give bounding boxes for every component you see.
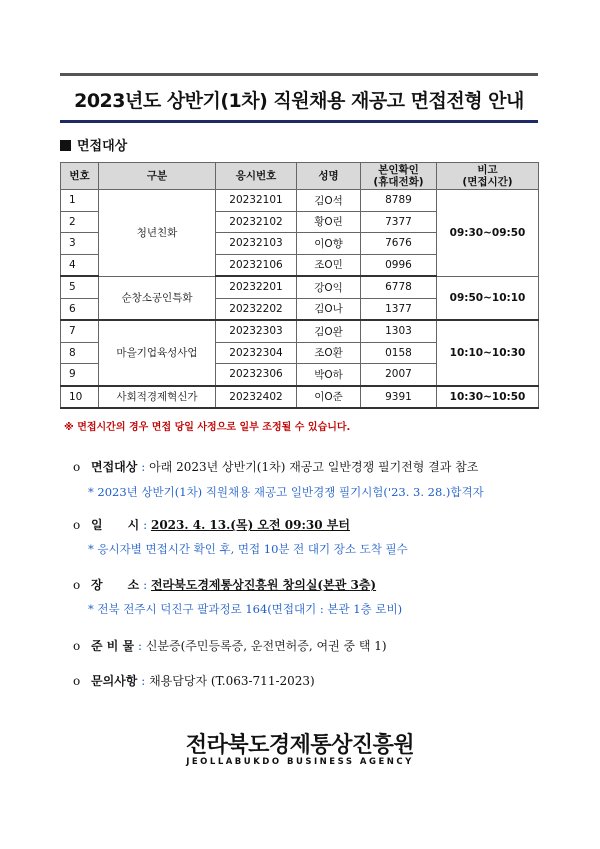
header-interview-time: 비고 (면접시간) [437, 163, 539, 190]
square-bullet-icon [60, 140, 71, 151]
cell-category: 사회적경제혁신가 [99, 386, 216, 409]
bullet-icon: o [73, 639, 81, 653]
table-row [61, 190, 539, 212]
bullet-icon: o [73, 674, 81, 688]
cell-no: 5 [61, 276, 99, 298]
cell-phone: 9391 [361, 386, 437, 409]
cell-phone: 1377 [361, 298, 437, 320]
cell-no: 1 [61, 190, 99, 212]
cell-no: 4 [61, 254, 99, 276]
cell-phone: 1303 [361, 320, 437, 342]
cell-applicant-number: 20232303 [216, 320, 297, 342]
cell-no: 9 [61, 364, 99, 386]
table-row [61, 276, 539, 298]
info-label: 면접대상 [91, 460, 138, 474]
info-target [73, 458, 478, 475]
cell-category: 마을기업육성사업 [99, 320, 216, 386]
cell-applicant-number: 20232106 [216, 254, 297, 276]
table-row [61, 320, 539, 342]
info-colon: : [141, 460, 146, 474]
cell-applicant-number: 20232201 [216, 276, 297, 298]
section-heading [60, 135, 127, 154]
cell-name: 강O익 [297, 276, 361, 298]
cell-applicant-number: 20232304 [216, 342, 297, 364]
header-applicant-number: 응시번호 [216, 163, 297, 190]
info-label: 일 시 [91, 518, 140, 532]
cell-no: 7 [61, 320, 99, 342]
cell-applicant-number: 20232101 [216, 190, 297, 212]
cell-applicant-number: 20232306 [216, 364, 297, 386]
info-value: 전라북도경제통상진흥원 창의실(본관 3층) [150, 578, 377, 592]
cell-name: 김O나 [297, 298, 361, 320]
bullet-icon: o [73, 518, 81, 532]
cell-phone: 7377 [361, 211, 437, 233]
cell-name: 김O석 [297, 190, 361, 212]
cell-time: 09:30~09:50 [437, 190, 539, 277]
cell-applicant-number: 20232202 [216, 298, 297, 320]
header-category: 구분 [99, 163, 216, 190]
header-number: 번호 [61, 163, 99, 190]
cell-no: 10 [61, 386, 99, 409]
title-top-rule [60, 73, 538, 76]
info-colon: : [143, 578, 148, 592]
adjustment-note: ※ 면접시간의 경우 면접 당일 사정으로 일부 조정될 수 있습니다. [64, 422, 351, 433]
bullet-icon: o [73, 460, 81, 474]
info-value: 2023. 4. 13.(목) 오전 09:30 부터 [150, 518, 350, 532]
cell-phone: 2007 [361, 364, 437, 386]
cell-category: 청년친화 [99, 190, 216, 277]
table-header-row [61, 163, 539, 190]
cell-no: 6 [61, 298, 99, 320]
cell-time: 09:50~10:10 [437, 276, 539, 320]
header-phone: 본인확인 (휴대전화) [361, 163, 437, 190]
cell-applicant-number: 20232102 [216, 211, 297, 233]
cell-applicant-number: 20232103 [216, 233, 297, 255]
cell-no: 3 [61, 233, 99, 255]
info-place-note: * 전북 전주시 덕진구 팔과정로 164(면접대기 : 본관 1층 로비) [88, 602, 403, 616]
cell-phone: 0996 [361, 254, 437, 276]
info-contact [73, 672, 315, 689]
cell-phone: 0158 [361, 342, 437, 364]
cell-name: 이O향 [297, 233, 361, 255]
info-preparation [73, 637, 387, 654]
info-colon: : [143, 518, 148, 532]
cell-phone: 6778 [361, 276, 437, 298]
cell-applicant-number: 20232402 [216, 386, 297, 409]
interview-schedule-table [60, 162, 539, 409]
info-date-note: * 응시자별 면접시간 확인 후, 면접 10분 전 대기 장소 도착 필수 [88, 542, 408, 556]
page-title: 2023년도 상반기(1차) 직원채용 재공고 면접전형 안내 [74, 90, 524, 112]
table-row [61, 386, 539, 409]
cell-no: 8 [61, 342, 99, 364]
info-value: 채용담당자 (T.063-711-2023) [149, 674, 315, 688]
section-label: 면접대상 [77, 139, 128, 154]
info-place [73, 576, 376, 593]
agency-logo-korean: 전라북도경제통상진흥원 [185, 733, 415, 758]
info-value: 신분증(주민등록증, 운전면허증, 여권 중 택 1) [145, 639, 387, 653]
bullet-icon: o [73, 578, 81, 592]
agency-logo-english: JEOLLABUKDO BUSINESS AGENCY [186, 757, 414, 767]
info-label: 준 비 물 [91, 639, 135, 653]
cell-name: 조O환 [297, 342, 361, 364]
cell-name: 황O린 [297, 211, 361, 233]
info-colon: : [141, 674, 146, 688]
cell-time: 10:10~10:30 [437, 320, 539, 386]
cell-phone: 8789 [361, 190, 437, 212]
info-value: 아래 2023년 상반기(1차) 재공고 일반경쟁 필기전형 결과 참조 [149, 460, 479, 474]
cell-no: 2 [61, 211, 99, 233]
info-target-note: * 2023년 상반기(1차) 직원채용 재공고 일반경쟁 필기시험('23. 3. 28.)합격자 [88, 485, 484, 499]
cell-name: 이O준 [297, 386, 361, 409]
cell-category: 순창소공인특화 [99, 276, 216, 320]
cell-phone: 7676 [361, 233, 437, 255]
info-label: 문의사항 [91, 674, 138, 688]
info-colon: : [137, 639, 143, 653]
info-date [73, 516, 350, 533]
cell-time: 10:30~10:50 [437, 386, 539, 409]
info-label: 장 소 [91, 578, 140, 592]
cell-name: 김O완 [297, 320, 361, 342]
cell-name: 조O민 [297, 254, 361, 276]
header-name: 성명 [297, 163, 361, 190]
title-bottom-rule [60, 120, 538, 123]
cell-name: 박O하 [297, 364, 361, 386]
